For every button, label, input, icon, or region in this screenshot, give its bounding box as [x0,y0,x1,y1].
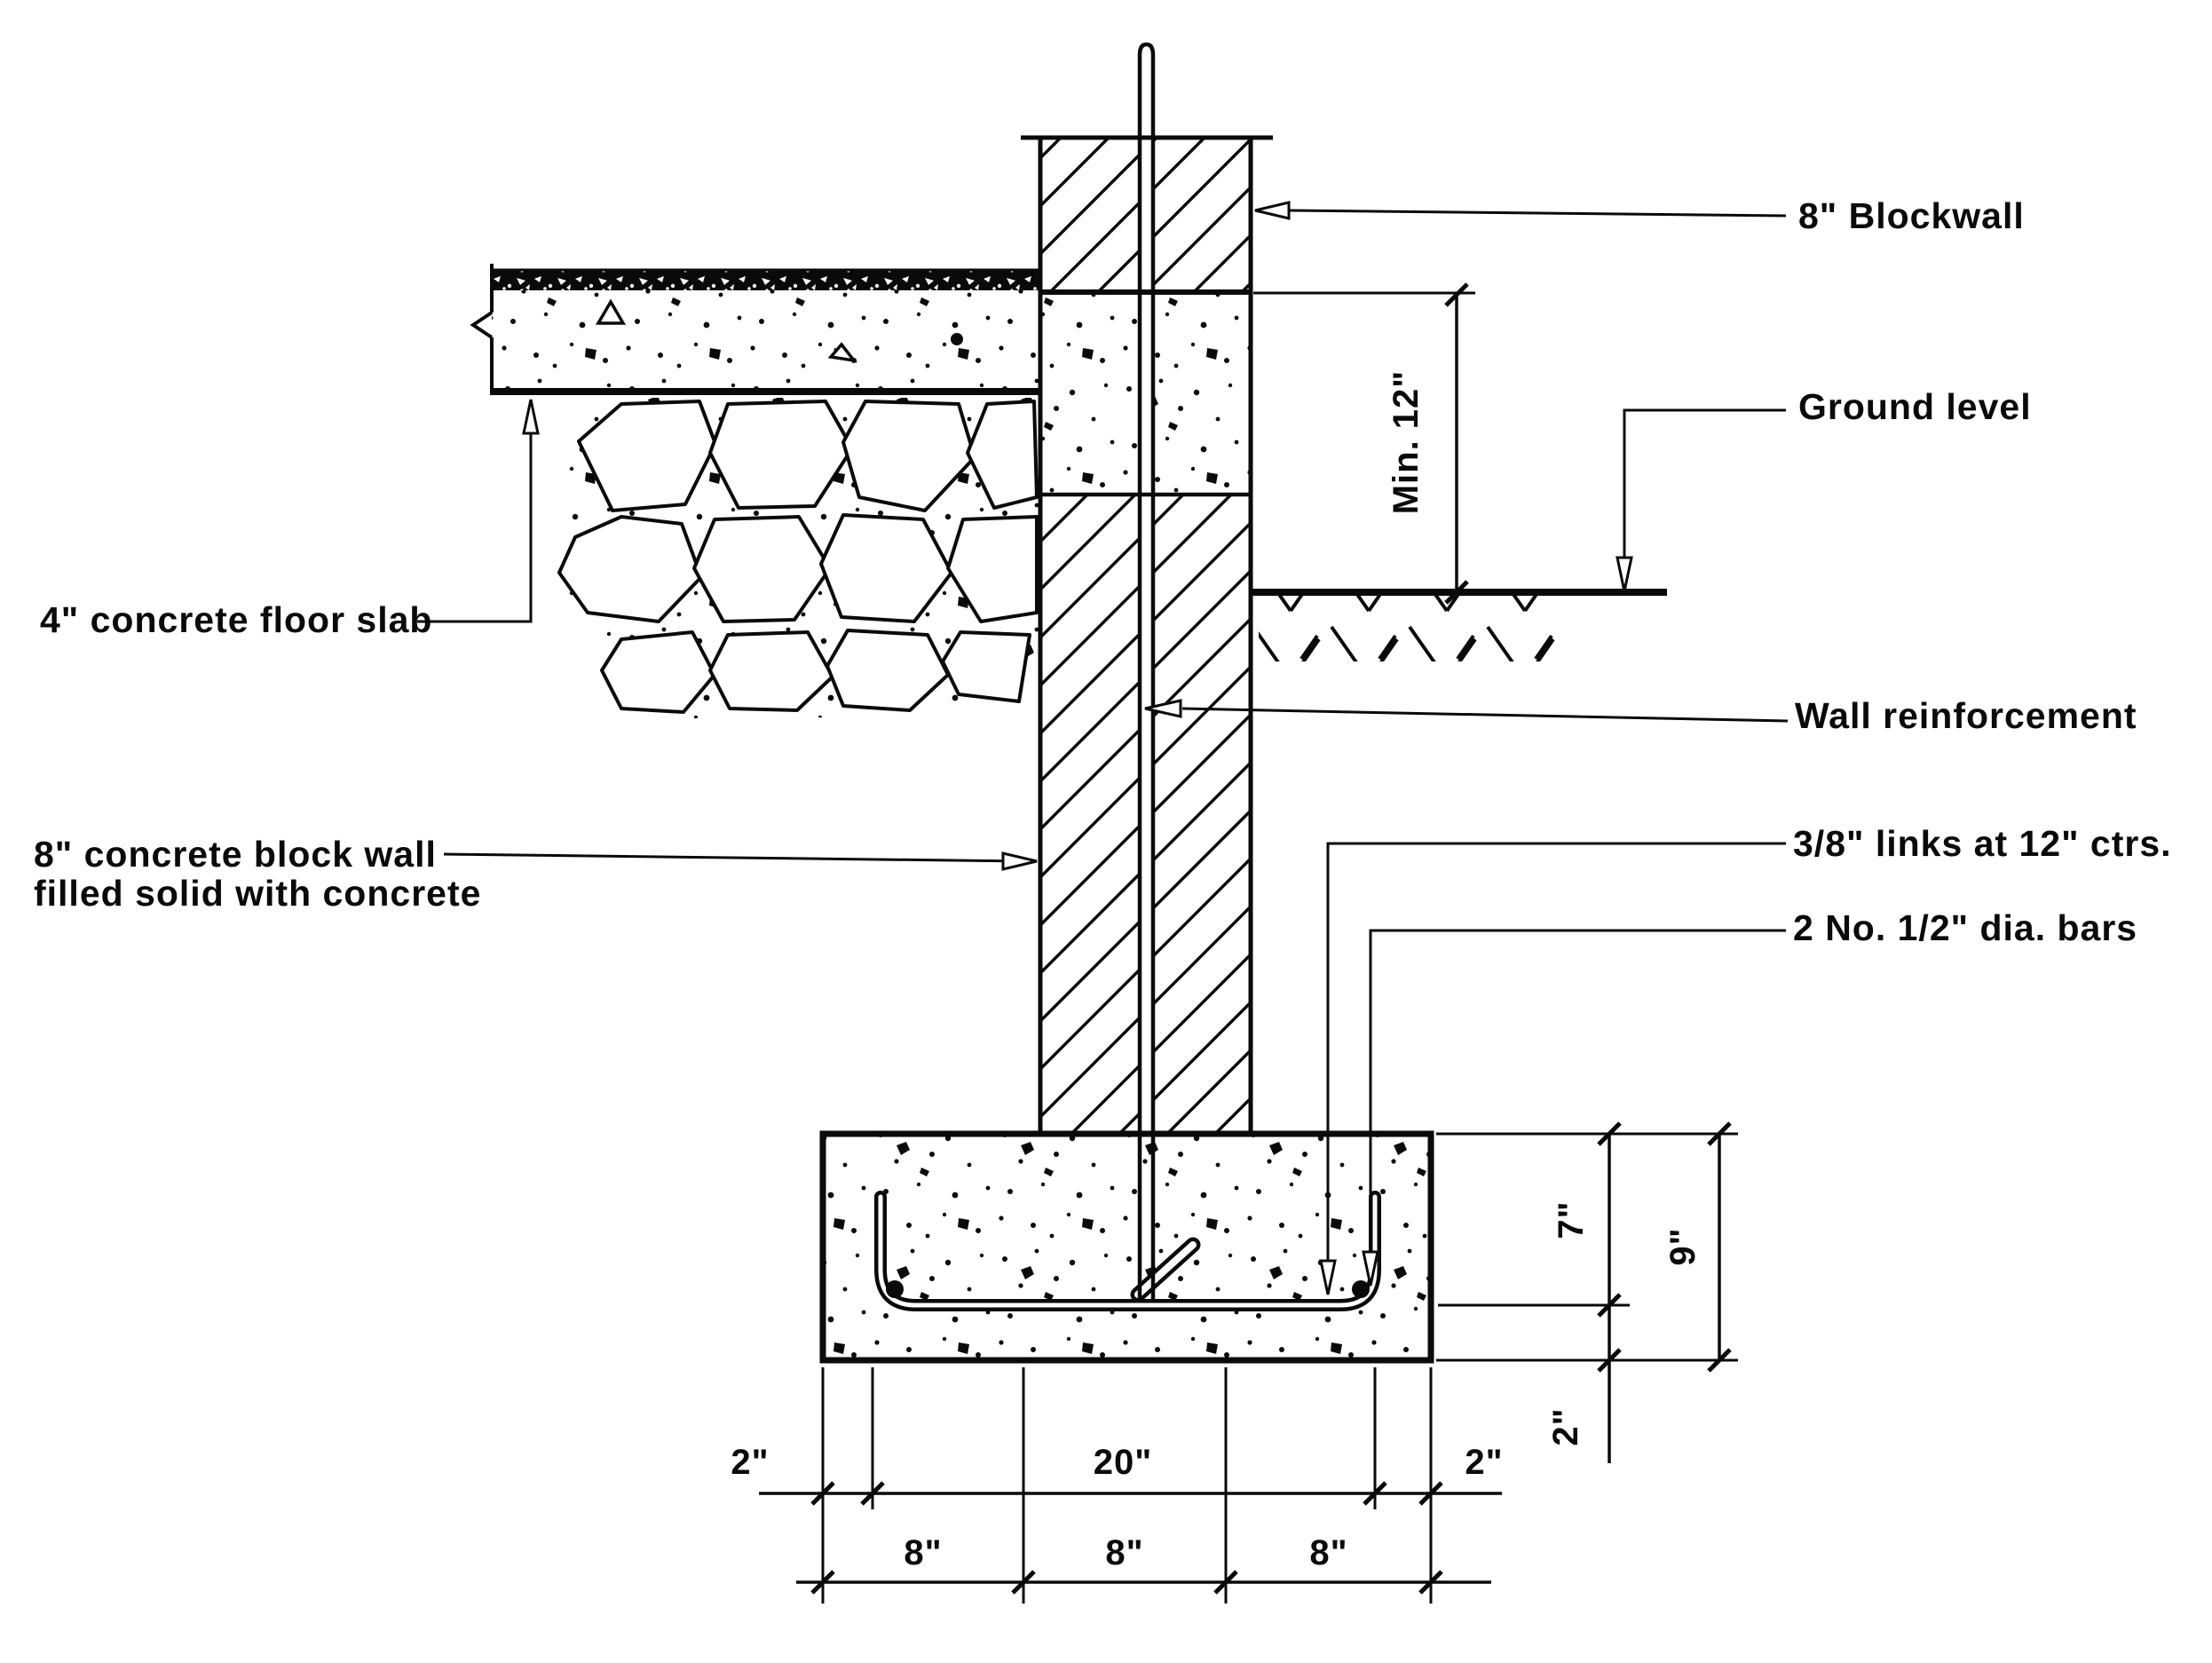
concrete-fill-band-left [1042,293,1138,494]
label-ground-level: Ground level [1798,386,2032,427]
concrete-fill-band-right [1155,293,1249,494]
arrow-right-icon [1003,853,1037,869]
concrete-floor-slab [473,264,1040,395]
rebar-corner-dot-right [1352,1280,1370,1298]
arrow-down-icon [1617,558,1631,591]
dim-cover-right: 2" [1465,1443,1504,1482]
earth-hatch [1259,596,1560,661]
arrow-left-icon [1255,202,1289,218]
block-wall [1021,138,1273,1134]
leader-block-wall [444,854,1024,861]
dim-cover-left: 2" [731,1443,770,1482]
label-floor-slab: 4" concrete floor slab [40,599,433,640]
arrow-up-icon [524,400,538,433]
dim-min-depth: Min. 12" [1386,369,1426,515]
rebar-corner-dot-left [886,1280,904,1298]
dim-depth-7: 7" [1552,1200,1591,1239]
dim-depth-9: 9" [1663,1227,1702,1266]
label-block-wall-line1: 8" concrete block wall [34,834,437,875]
slab-screed-layer [492,271,1040,290]
aggregate-mark [951,333,963,345]
dim-seg-2: 8" [1105,1533,1144,1572]
footing [823,1134,1431,1360]
label-wall-reinforcement: Wall reinforcement [1795,695,2137,736]
leader-blockwall [1289,210,1786,216]
dim-seg-3: 8" [1309,1533,1348,1572]
leader-floor-slab [417,410,531,622]
wall-hatch-upper-right [1155,139,1249,292]
leader-wall-reinforcement [1182,709,1788,721]
wall-hatch-lower-left [1042,495,1138,1132]
hardcore-rubble [559,398,1040,719]
dim-bottom-cover: 2" [1546,1407,1585,1446]
label-blockwall: 8" Blockwall [1798,195,2025,236]
ground [1251,592,1667,661]
break-symbol [473,313,492,337]
wall-hatch-upper-left [1042,139,1138,292]
footing-concrete [823,1134,1431,1360]
label-block-wall-line2: filled solid with concrete [34,873,482,914]
label-dia-bars: 2 No. 1/2" dia. bars [1793,907,2138,948]
stone [943,632,1030,701]
dim-seg-1: 8" [904,1533,943,1572]
label-links: 3/8" links at 12" ctrs. [1793,823,2172,864]
dim-rebar-width: 20" [1093,1443,1153,1482]
leader-ground-level [1624,410,1786,590]
wall-reinforcement-bar [1140,44,1153,1301]
wall-hatch-lower-right [1155,495,1249,1132]
